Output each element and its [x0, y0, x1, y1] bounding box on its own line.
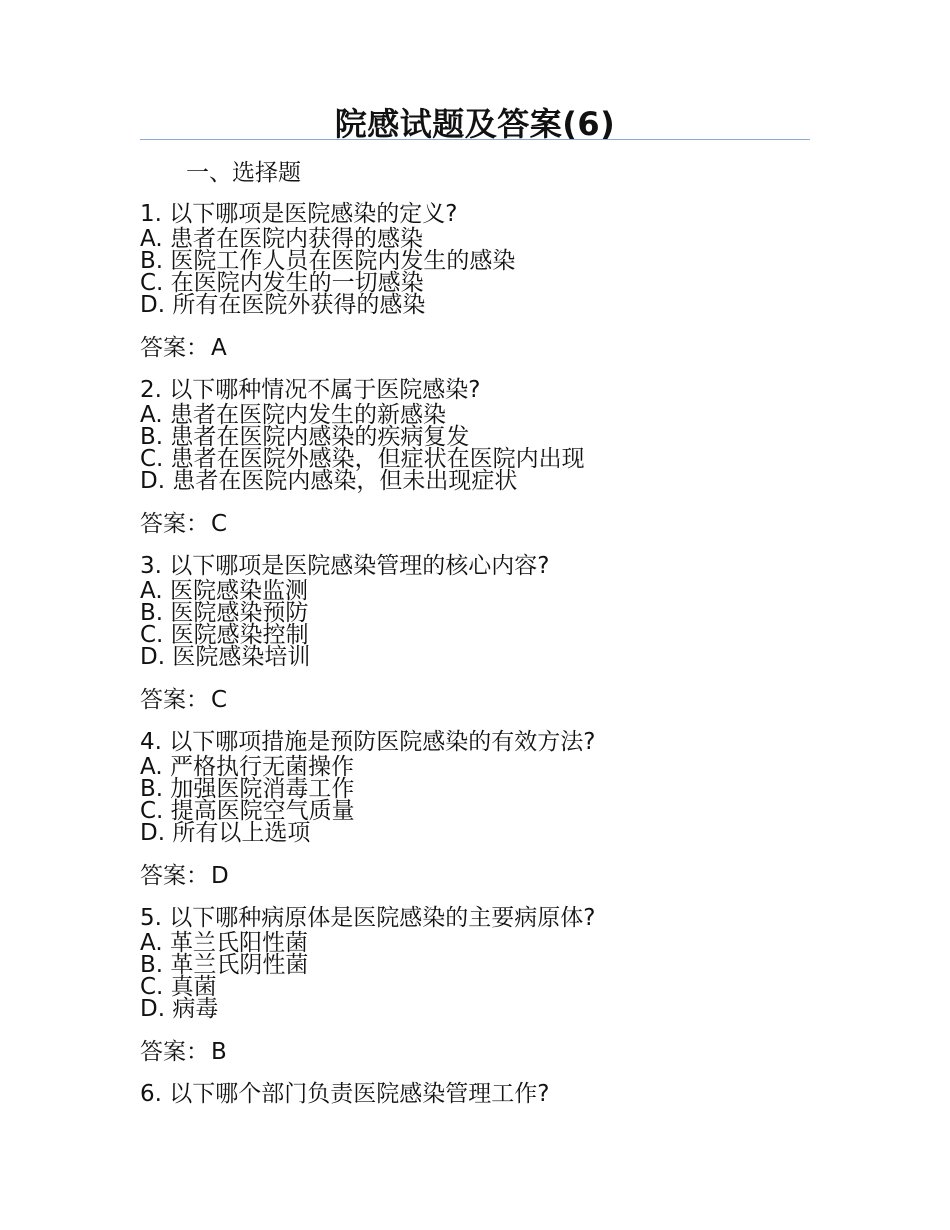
question-block: [140, 375, 820, 539]
question-option: B. 革兰氏阴性菌: [140, 952, 309, 978]
question-option: B. 患者在医院内感染的疾病复发: [140, 424, 470, 450]
question-option: D. 患者在医院内感染，但未出现症状: [140, 468, 518, 494]
answer-label: 答案：: [140, 863, 209, 889]
question-option: C. 在医院内发生的一切感染: [140, 270, 424, 296]
question-option: A. 医院感染监测: [140, 578, 308, 604]
question-option: B. 加强医院消毒工作: [140, 776, 355, 802]
question-option: C. 医院感染控制: [140, 622, 309, 648]
question-list: [140, 199, 820, 1121]
question-stem: 4. 以下哪项措施是预防医院感染的有效方法?: [140, 729, 596, 755]
page-title: 院感试题及答案(6): [334, 105, 616, 143]
answer-value: C: [211, 511, 228, 537]
question-stem: 2. 以下哪种情况不属于医院感染?: [140, 377, 481, 403]
answer-label: 答案：: [140, 687, 209, 713]
answer-label: 答案：: [140, 1039, 209, 1065]
answer-line: [140, 685, 820, 715]
question-option: A. 革兰氏阳性菌: [140, 930, 308, 956]
answer-label: 答案：: [140, 335, 209, 361]
question-option: A. 严格执行无菌操作: [140, 754, 354, 780]
question-block: [140, 903, 820, 1067]
answer-value: A: [211, 335, 227, 361]
question-option: D. 所有以上选项: [140, 820, 311, 846]
answer-line: [140, 861, 820, 891]
answer-value: D: [211, 863, 229, 889]
answer-value: B: [211, 1039, 227, 1065]
answer-line: [140, 1037, 820, 1067]
question-option: D. 病毒: [140, 996, 219, 1022]
question-block: [140, 1079, 820, 1109]
question-stem: 1. 以下哪项是医院感染的定义?: [140, 201, 458, 227]
question-option: D. 医院感染培训: [140, 644, 311, 670]
question-option: C. 真菌: [140, 974, 217, 1000]
question-stem: 6. 以下哪个部门负责医院感染管理工作?: [140, 1081, 550, 1107]
question-stem: 3. 以下哪项是医院感染管理的核心内容?: [140, 553, 550, 579]
question-option: A. 患者在医院内获得的感染: [140, 226, 423, 252]
question-block: [140, 199, 820, 363]
answer-line: [140, 509, 820, 539]
question-option: C. 患者在医院外感染，但症状在医院内出现: [140, 446, 585, 472]
question-option: A. 患者在医院内发生的新感染: [140, 402, 446, 428]
question-option: B. 医院感染预防: [140, 600, 309, 626]
question-option: D. 所有在医院外获得的感染: [140, 292, 426, 318]
title-underline: [140, 139, 810, 140]
answer-line: [140, 333, 820, 363]
question-block: [140, 551, 820, 715]
question-option: B. 医院工作人员在医院内发生的感染: [140, 248, 516, 274]
question-option: C. 提高医院空气质量: [140, 798, 355, 824]
answer-label: 答案：: [140, 511, 209, 537]
question-block: [140, 727, 820, 891]
question-stem: 5. 以下哪种病原体是医院感染的主要病原体?: [140, 905, 596, 931]
answer-value: C: [211, 687, 228, 713]
section-heading: 一、选择题: [186, 160, 301, 186]
